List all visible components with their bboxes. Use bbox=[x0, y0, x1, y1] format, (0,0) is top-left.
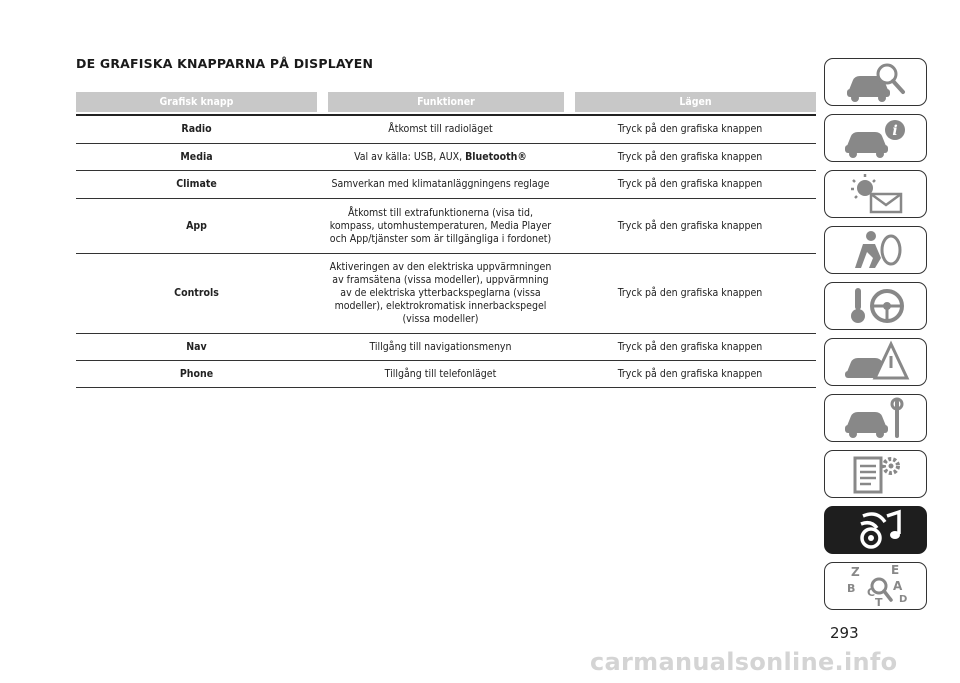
tab-emergency[interactable] bbox=[824, 338, 927, 386]
function-line: Tillgång till navigationsmenyn bbox=[369, 340, 512, 353]
tab-car-search[interactable] bbox=[824, 58, 927, 106]
table-row bbox=[76, 144, 816, 171]
index-letter: T bbox=[874, 596, 883, 608]
row-mode: Tryck på den grafiska knappen bbox=[617, 178, 763, 190]
header-button: Grafisk knapp bbox=[76, 92, 317, 112]
header-functions: Funktioner bbox=[328, 92, 564, 112]
table-header bbox=[76, 92, 816, 112]
multimedia-icon bbox=[841, 508, 911, 552]
row-function bbox=[317, 171, 564, 198]
tab-car-info[interactable] bbox=[824, 114, 927, 162]
row-button-label: App bbox=[186, 219, 207, 232]
alphabetical-index-icon bbox=[841, 564, 911, 608]
row-button-label: Radio bbox=[181, 123, 212, 135]
index-letter: B bbox=[846, 582, 855, 595]
tab-technical-data[interactable] bbox=[824, 450, 927, 498]
row-button-label: Nav bbox=[186, 340, 207, 353]
function-line: kompass, utomhustemperaturen, Media Player bbox=[329, 219, 552, 232]
function-line: och App/tjänster som är tillgängliga i fordonet) bbox=[329, 232, 552, 245]
tab-start-drive[interactable] bbox=[824, 282, 927, 330]
function-line: Åtkomst till radioläget bbox=[388, 123, 493, 135]
table-row bbox=[76, 334, 816, 361]
row-mode: Tryck på den grafiska knappen bbox=[617, 219, 763, 232]
tab-maintenance[interactable] bbox=[824, 394, 927, 442]
row-mode: Tryck på den grafiska knappen bbox=[617, 367, 763, 380]
function-line: (vissa modeller) bbox=[402, 313, 479, 325]
index-letter: D bbox=[898, 594, 907, 605]
technical-data-icon bbox=[841, 452, 911, 496]
table-row bbox=[76, 171, 816, 199]
row-function bbox=[317, 144, 564, 170]
bluetooth-label: Bluetooth® bbox=[465, 150, 527, 163]
tab-multimedia[interactable] bbox=[824, 506, 927, 554]
start-drive-icon bbox=[841, 284, 911, 328]
index-letter: C bbox=[866, 586, 875, 599]
warning-light-message-icon bbox=[841, 172, 911, 216]
page-number: 293 bbox=[830, 624, 859, 642]
table-row bbox=[76, 116, 816, 144]
row-button-label: Controls bbox=[174, 287, 219, 299]
table-row bbox=[76, 199, 816, 254]
car-search-icon bbox=[841, 60, 911, 104]
function-line: Åtkomst till extrafunktionerna (visa tid, bbox=[347, 206, 534, 219]
row-function bbox=[317, 361, 564, 387]
buttons-table bbox=[76, 92, 816, 388]
svg-text:i: i bbox=[891, 123, 898, 139]
function-line: Samverkan med klimatanläggningens reglage bbox=[331, 178, 550, 190]
row-button-label: Climate bbox=[176, 178, 217, 190]
car-info-icon bbox=[841, 116, 911, 160]
row-mode: Tryck på den grafiska knappen bbox=[617, 150, 763, 163]
function-line: modeller), elektrokromatisk innerbackspegel bbox=[334, 300, 547, 312]
tab-warning-lights[interactable] bbox=[824, 170, 927, 218]
row-button-label: Phone bbox=[179, 367, 214, 380]
row-function bbox=[317, 334, 564, 360]
row-function bbox=[317, 116, 564, 143]
function-line: av de elektriska ytterbackspeglarna (vissa bbox=[340, 287, 541, 299]
row-mode: Tryck på den grafiska knappen bbox=[617, 123, 763, 135]
table-row bbox=[76, 361, 816, 388]
function-text: Val av källa: USB, AUX, bbox=[354, 150, 466, 163]
header-modes: Lägen bbox=[575, 92, 816, 112]
watermark: carmanualsonline.info bbox=[590, 648, 898, 676]
tab-alphabetical-index[interactable] bbox=[824, 562, 927, 610]
airbag-person-icon bbox=[841, 228, 911, 272]
row-function bbox=[317, 199, 564, 253]
row-function bbox=[317, 254, 564, 333]
function-line: Aktiveringen av den elektriska uppvärmningen bbox=[329, 261, 552, 273]
page-title: DE GRAFISKA KNAPPARNA PÅ DISPLAYEN bbox=[76, 56, 374, 71]
index-letter: A bbox=[892, 579, 902, 593]
table-row bbox=[76, 254, 816, 334]
index-letter: E bbox=[890, 564, 899, 577]
row-mode: Tryck på den grafiska knappen bbox=[617, 287, 763, 299]
index-letter: Z bbox=[850, 565, 860, 579]
function-line: av framsätena (vissa modeller), uppvärmning bbox=[332, 274, 549, 286]
car-maintenance-icon bbox=[841, 396, 911, 440]
row-mode: Tryck på den grafiska knappen bbox=[617, 340, 763, 353]
row-button-label: Media bbox=[180, 150, 213, 163]
tab-safety[interactable] bbox=[824, 226, 927, 274]
function-line: Tillgång till telefonläget bbox=[384, 367, 497, 380]
car-emergency-icon bbox=[841, 340, 911, 384]
